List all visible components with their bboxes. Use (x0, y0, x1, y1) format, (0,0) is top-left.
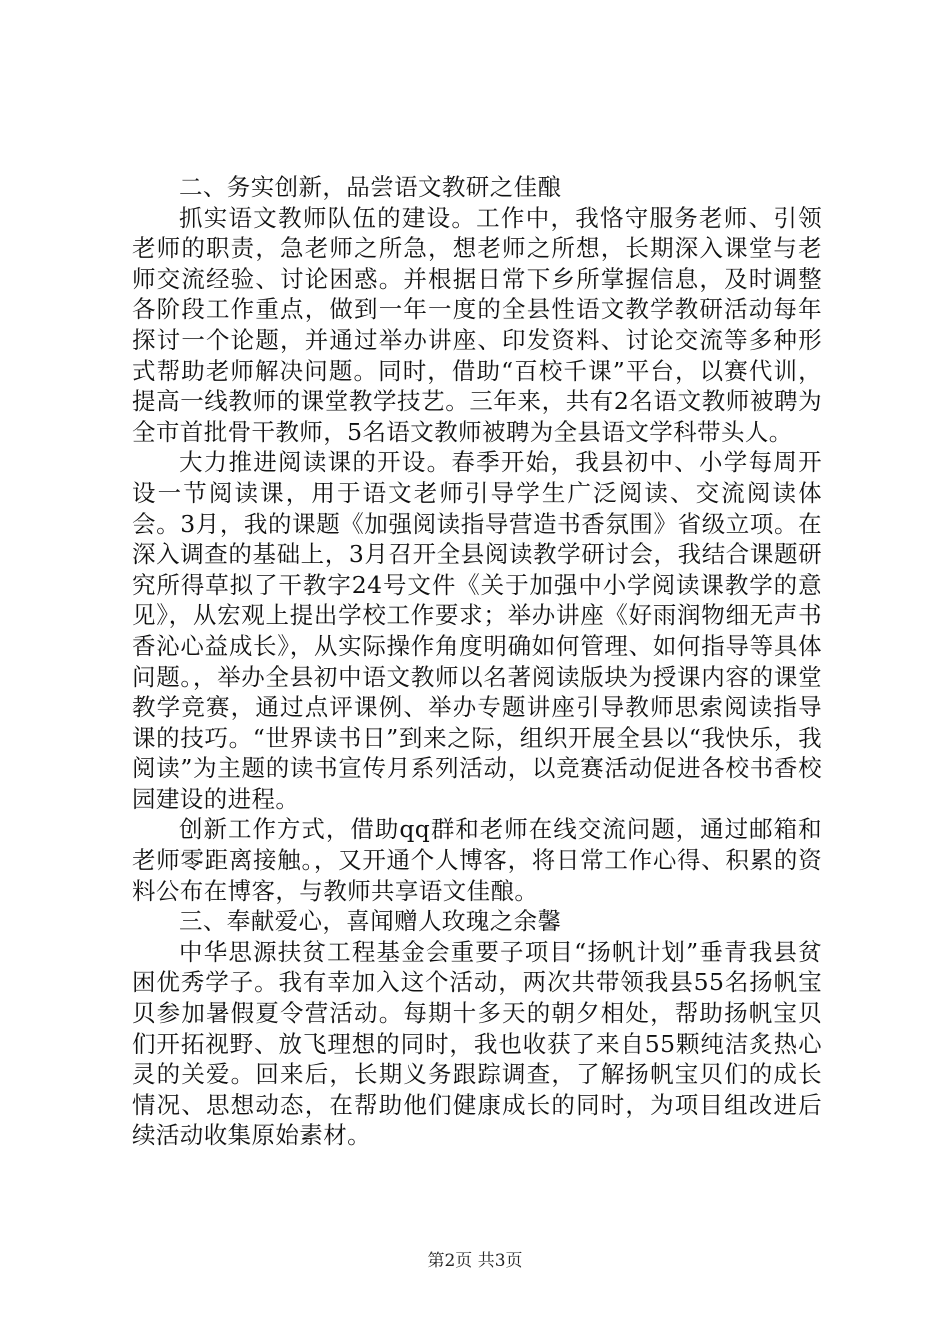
page-footer: 第2页 共3页 (427, 1251, 523, 1271)
section-heading: 三、奉献爱心，喜闻赠人玫瑰之余馨 (179, 907, 562, 936)
document-body (132, 172, 822, 1151)
paragraph: 抓实语文教师队伍的建设。工作中，我恪守服务老师、引领老师的职责，急老师之所急，想老师之所想，长期深入课堂与老师交流经验、讨论困惑。并根据日常下乡所掌握信息，及时调整各阶段工作重点，做到一年一度的全县性语文教学教研活动每年探讨一个论题，并通过举办讲座、印发资料、讨论交流等多种形式帮助老师解决问题。同时，借助“百校千课”平台，以赛代训，提高一线教师的课堂教学技艺。三年来，共有2名语文教师被聘为全市首批骨干教师，5名语文教师被聘为全县语文学科带头人。 (132, 203, 822, 446)
section-heading: 二、务实创新，品尝语文教研之佳酿 (179, 173, 562, 201)
paragraph: 大力推进阅读课的开设。春季开始，我县初中、小学每周开设一节阅读课，用于语文老师引导学生广泛阅读、交流阅读体会。3月，我的课题《加强阅读指导营造书香氛围》省级立项。在深入调查的基础上，3月召开全县阅读教学研讨会，我结合课题研究所得草拟了干教字24号文件《关于加强中小学阅读课教学的意见》，从宏观上提出学校工作要求；举办讲座《好雨润物细无声书香沁心益成长》，从实际操作角度明确如何管理、如何指导等具体问题。，举办全县初中语文教师以名著阅读版块为授课内容的课堂教学竞赛，通过点评课例、举办专题讲座引导教师思索阅读指导课的技巧。“世界读书日”到来之际，组织开展全县以“我快乐，我阅读”为主题的读书宣传月系列活动，以竞赛活动促进各校书香校园建设的进程。 (132, 448, 822, 813)
paragraph: 创新工作方式，借助qq群和老师在线交流问题，通过邮箱和老师零距离接触。，又开通个人博客，将日常工作心得、积累的资料公布在博客，与教师共享语文佳酿。 (132, 815, 822, 905)
paragraph: 中华思源扶贫工程基金会重要子项目“扬帆计划”垂青我县贫困优秀学子。我有幸加入这个活动，两次共带领我县55名扬帆宝贝参加暑假夏令营活动。每期十多天的朝夕相处，帮助扬帆宝贝们开拓视野、放飞理想的同时，我也收获了来自55颗纯洁炙热心灵的关爱。回来后，长期义务跟踪调查，了解扬帆宝贝们的成长情况、思想动态，在帮助他们健康成长的同时，为项目组改进后续活动收集原始素材。 (132, 937, 822, 1150)
